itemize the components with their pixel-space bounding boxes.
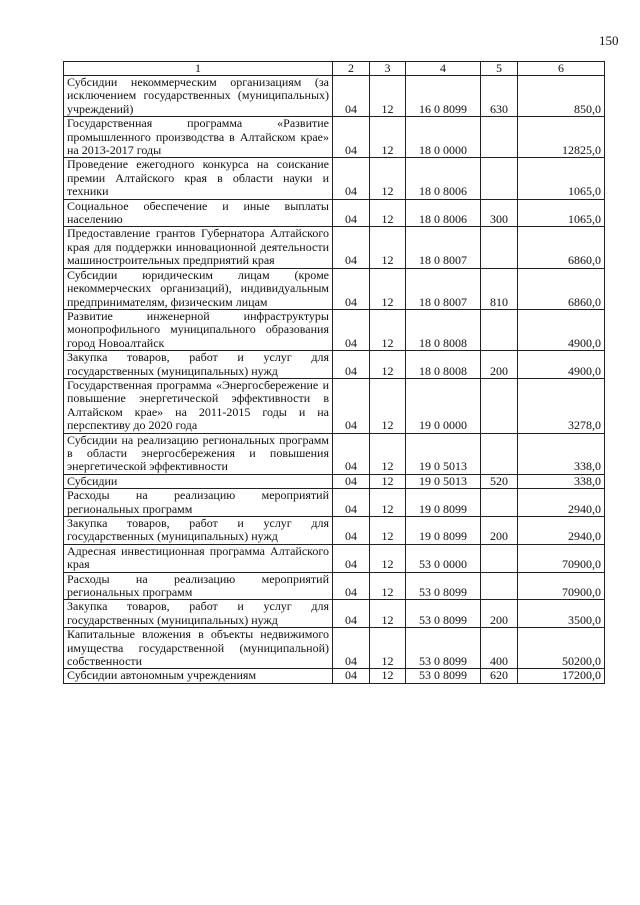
subsection-code: 12: [370, 378, 406, 433]
target-article-code: 18 0 8008: [406, 309, 481, 350]
table-row: [64, 351, 605, 379]
subsection-code: 12: [370, 117, 406, 158]
subsection-code: 12: [370, 433, 406, 474]
section-code: 04: [333, 517, 370, 545]
section-code: 04: [333, 351, 370, 379]
table-row: [64, 517, 605, 545]
item-name: Расходы на реализацию мероприятий региональных программ: [64, 489, 333, 517]
target-article-code: 53 0 8099: [406, 572, 481, 600]
table-row: [64, 669, 605, 683]
header-col-4: 4: [406, 62, 481, 76]
table-row: [64, 572, 605, 600]
table-row: [64, 600, 605, 628]
target-article-code: 53 0 0000: [406, 544, 481, 572]
item-name: Субсидии юридическим лицам (кроме некоммерческих организаций), индивидуальным предпринимателям, физическим лицам: [64, 268, 333, 309]
amount: 2940,0: [518, 489, 605, 517]
amount: 70900,0: [518, 544, 605, 572]
expense-type-code: [481, 433, 518, 474]
budget-table: [63, 61, 605, 684]
subsection-code: 12: [370, 351, 406, 379]
expense-type-code: 630: [481, 76, 518, 117]
expense-type-code: [481, 489, 518, 517]
header-col-5: 5: [481, 62, 518, 76]
item-name: Социальное обеспечение и иные выплаты населению: [64, 199, 333, 227]
subsection-code: 12: [370, 628, 406, 669]
item-name: Государственная программа «Энергосбережение и повышение энергетической эффективности в Алтайском крае» на 2011-2015 годы и на перспективу до 2020 года: [64, 378, 333, 433]
expense-type-code: 200: [481, 600, 518, 628]
expense-type-code: 520: [481, 474, 518, 488]
expense-type-code: [481, 378, 518, 433]
section-code: 04: [333, 199, 370, 227]
section-code: 04: [333, 572, 370, 600]
item-name: Закупка товаров, работ и услуг для государственных (муниципальных) нужд: [64, 600, 333, 628]
subsection-code: 12: [370, 199, 406, 227]
table-row: [64, 378, 605, 433]
table-row: [64, 544, 605, 572]
subsection-code: 12: [370, 572, 406, 600]
section-code: 04: [333, 600, 370, 628]
expense-type-code: 400: [481, 628, 518, 669]
subsection-code: 12: [370, 544, 406, 572]
subsection-code: 12: [370, 474, 406, 488]
page-number: 150: [599, 33, 619, 48]
table-row: [64, 76, 605, 117]
table-row: [64, 199, 605, 227]
subsection-code: 12: [370, 158, 406, 199]
target-article-code: 16 0 8099: [406, 76, 481, 117]
header-col-3: 3: [370, 62, 406, 76]
item-name: Субсидии на реализацию региональных программ в области энергосбережения и повышения энергетической эффективности: [64, 433, 333, 474]
subsection-code: 12: [370, 669, 406, 683]
amount: 338,0: [518, 474, 605, 488]
amount: 4900,0: [518, 351, 605, 379]
table-row: [64, 158, 605, 199]
amount: 3500,0: [518, 600, 605, 628]
table-row: [64, 489, 605, 517]
subsection-code: 12: [370, 600, 406, 628]
expense-type-code: 200: [481, 351, 518, 379]
table-row: [64, 309, 605, 350]
expense-type-code: [481, 309, 518, 350]
table-body: [64, 76, 605, 684]
item-name: Адресная инвестиционная программа Алтайского края: [64, 544, 333, 572]
table-header-row: [64, 62, 605, 76]
section-code: 04: [333, 117, 370, 158]
section-code: 04: [333, 76, 370, 117]
header-col-1: 1: [64, 62, 333, 76]
section-code: 04: [333, 268, 370, 309]
amount: 6860,0: [518, 227, 605, 268]
amount: 4900,0: [518, 309, 605, 350]
target-article-code: 19 0 8099: [406, 489, 481, 517]
expense-type-code: 810: [481, 268, 518, 309]
item-name: Капитальные вложения в объекты недвижимого имущества государственной (муниципальной) собственности: [64, 628, 333, 669]
amount: 6860,0: [518, 268, 605, 309]
amount: 12825,0: [518, 117, 605, 158]
section-code: 04: [333, 544, 370, 572]
expense-type-code: [481, 227, 518, 268]
subsection-code: 12: [370, 227, 406, 268]
header-col-6: 6: [518, 62, 605, 76]
section-code: 04: [333, 433, 370, 474]
item-name: Расходы на реализацию мероприятий региональных программ: [64, 572, 333, 600]
section-code: 04: [333, 227, 370, 268]
target-article-code: 18 0 0000: [406, 117, 481, 158]
subsection-code: 12: [370, 268, 406, 309]
section-code: 04: [333, 669, 370, 683]
subsection-code: 12: [370, 489, 406, 517]
item-name: Субсидии автономным учреждениям: [64, 669, 333, 683]
table-row: [64, 628, 605, 669]
table-row: [64, 268, 605, 309]
item-name: Предоставление грантов Губернатора Алтайского края для поддержки инновационной деятельности машиностроительных предприятий края: [64, 227, 333, 268]
amount: 17200,0: [518, 669, 605, 683]
expense-type-code: [481, 572, 518, 600]
item-name: Развитие инженерной инфраструктуры монопрофильного муниципального образования город Новоалтайск: [64, 309, 333, 350]
table-row: [64, 433, 605, 474]
section-code: 04: [333, 628, 370, 669]
table-row: [64, 227, 605, 268]
amount: 338,0: [518, 433, 605, 474]
section-code: 04: [333, 378, 370, 433]
item-name: Закупка товаров, работ и услуг для государственных (муниципальных) нужд: [64, 517, 333, 545]
subsection-code: 12: [370, 76, 406, 117]
item-name: Субсидии некоммерческим организациям (за исключением государственных (муниципальных) учреждений): [64, 76, 333, 117]
target-article-code: 53 0 8099: [406, 628, 481, 669]
section-code: 04: [333, 309, 370, 350]
amount: 50200,0: [518, 628, 605, 669]
item-name: Государственная программа «Развитие промышленного производства в Алтайском крае» на 2013-2017 годы: [64, 117, 333, 158]
header-col-2: 2: [333, 62, 370, 76]
target-article-code: 53 0 8099: [406, 600, 481, 628]
section-code: 04: [333, 489, 370, 517]
expense-type-code: 620: [481, 669, 518, 683]
expense-type-code: [481, 117, 518, 158]
amount: 70900,0: [518, 572, 605, 600]
target-article-code: 19 0 8099: [406, 517, 481, 545]
subsection-code: 12: [370, 517, 406, 545]
target-article-code: 18 0 8007: [406, 227, 481, 268]
target-article-code: 19 0 0000: [406, 378, 481, 433]
item-name: Проведение ежегодного конкурса на соискание премии Алтайского края в области науки и техники: [64, 158, 333, 199]
subsection-code: 12: [370, 309, 406, 350]
amount: 3278,0: [518, 378, 605, 433]
target-article-code: 18 0 8006: [406, 199, 481, 227]
amount: 850,0: [518, 76, 605, 117]
table-row: [64, 117, 605, 158]
target-article-code: 53 0 8099: [406, 669, 481, 683]
target-article-code: 19 0 5013: [406, 433, 481, 474]
amount: 1065,0: [518, 199, 605, 227]
section-code: 04: [333, 474, 370, 488]
table-row: [64, 474, 605, 488]
target-article-code: 18 0 8006: [406, 158, 481, 199]
item-name: Закупка товаров, работ и услуг для государственных (муниципальных) нужд: [64, 351, 333, 379]
item-name: Субсидии: [64, 474, 333, 488]
expense-type-code: [481, 158, 518, 199]
amount: 1065,0: [518, 158, 605, 199]
section-code: 04: [333, 158, 370, 199]
target-article-code: 18 0 8007: [406, 268, 481, 309]
target-article-code: 18 0 8008: [406, 351, 481, 379]
expense-type-code: 300: [481, 199, 518, 227]
expense-type-code: 200: [481, 517, 518, 545]
amount: 2940,0: [518, 517, 605, 545]
expense-type-code: [481, 544, 518, 572]
target-article-code: 19 0 5013: [406, 474, 481, 488]
